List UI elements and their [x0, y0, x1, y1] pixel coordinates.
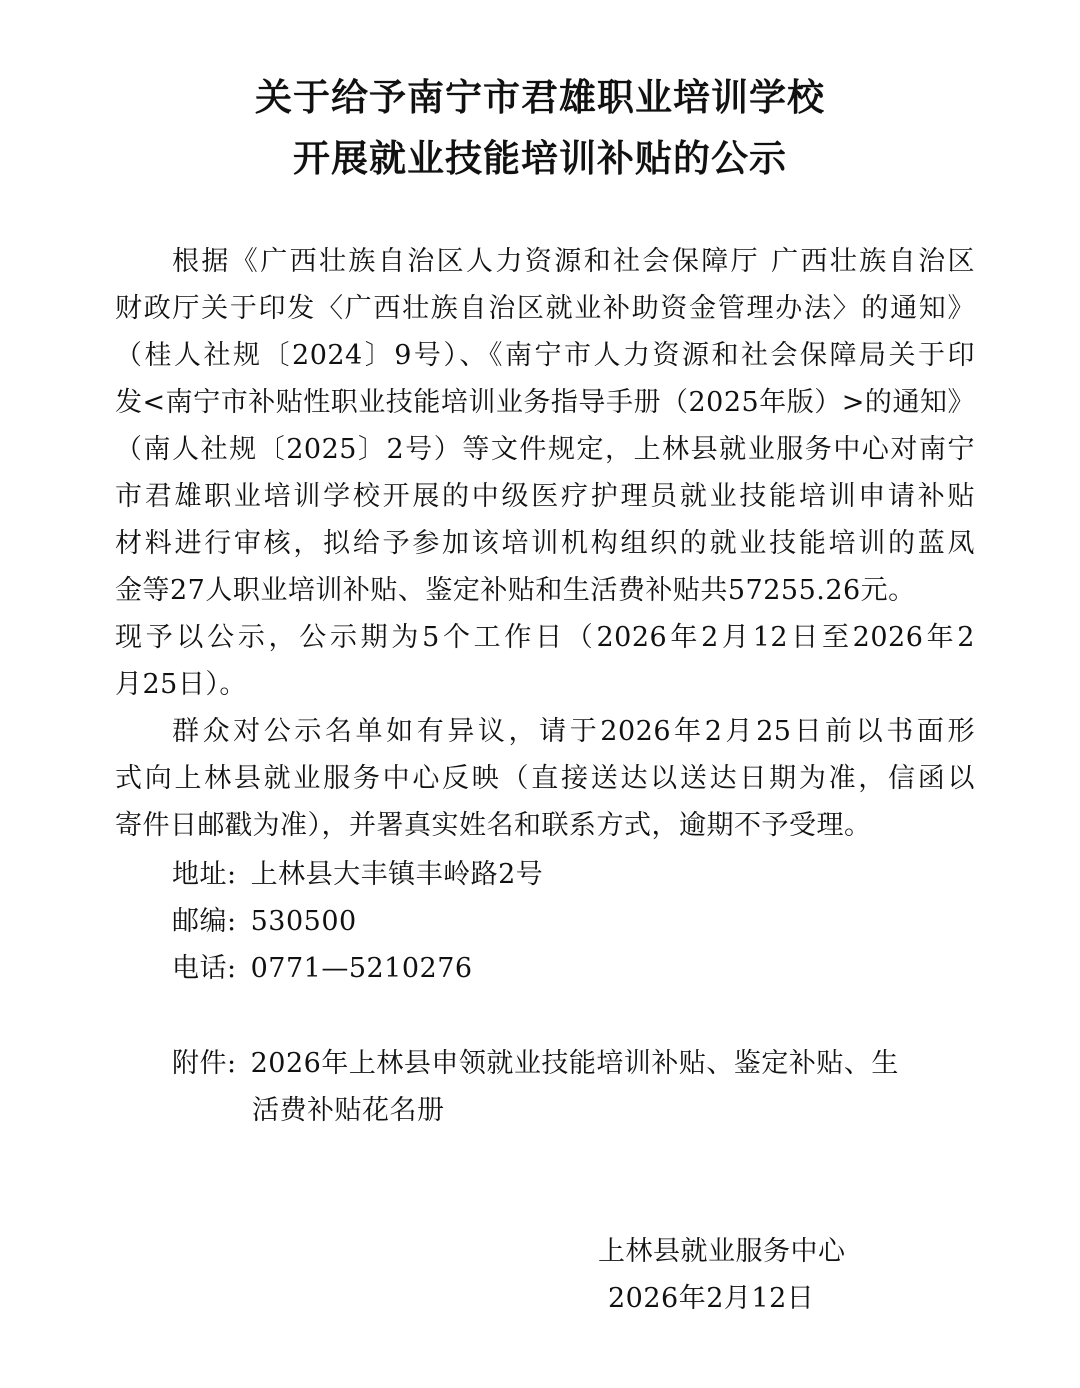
document-title-line-2: 开展就业技能培训补贴的公示 [293, 137, 787, 180]
paragraph-1-line: 金等27人职业培训补贴、鉴定补贴和生活费补贴共57255.26元。 [115, 575, 916, 606]
phone-value: 0771—5210276 [250, 953, 473, 984]
paragraph-1-line: （桂人社规〔2024〕9号）、《南宁市人力资源和社会保障局关于印 [115, 340, 975, 371]
paragraph-2-line: 式向上林县就业服务中心反映（直接送达以送达日期为准，信函以 [115, 763, 975, 794]
paragraph-1-line: 发<南宁市补贴性职业技能培训业务指导手册（2025年版）>的通知》 [115, 387, 975, 418]
paragraph-2-line: 寄件日邮戳为准），并署真实姓名和联系方式，逾期不予受理。 [115, 810, 872, 841]
attachment-row [172, 1046, 899, 1082]
paragraph-1-line: 财政厅关于印发〈广西壮族自治区就业补助资金管理办法〉的通知》 [115, 293, 975, 324]
paragraph-1-line: 月25日）。 [115, 669, 247, 700]
paragraph-1-line: 根据《广西壮族自治区人力资源和社会保障厅 广西壮族自治区 [172, 246, 975, 277]
address-label: 地址: [172, 859, 237, 890]
signature-date: 2026年2月12日 [608, 1283, 815, 1314]
attachment-line-1: 2026年上林县申领就业技能培训补贴、鉴定补贴、生 [250, 1048, 899, 1079]
signature-organization: 上林县就业服务中心 [598, 1236, 846, 1267]
phone-row [172, 951, 473, 987]
postcode-value: 530500 [250, 906, 357, 937]
postcode-label: 邮编: [172, 906, 237, 937]
phone-label: 电话: [172, 953, 237, 984]
paragraph-1-line: 市君雄职业培训学校开展的中级医疗护理员就业技能培训申请补贴 [115, 481, 975, 512]
postcode-row [172, 904, 357, 940]
paragraph-1-line: 材料进行审核，拟给予参加该培训机构组织的就业技能培训的蓝凤 [115, 528, 975, 559]
attachment-label: 附件: [172, 1048, 237, 1079]
address-row [172, 857, 543, 893]
attachment-line-2: 活费补贴花名册 [252, 1095, 445, 1126]
document-title-line-1: 关于给予南宁市君雄职业培训学校 [255, 76, 825, 119]
paragraph-1-line: 现予以公示，公示期为5个工作日（2026年2月12日至2026年2 [115, 622, 975, 653]
paragraph-1-line: （南人社规〔2025〕2号）等文件规定，上林县就业服务中心对南宁 [115, 434, 975, 465]
paragraph-2-line: 群众对公示名单如有异议，请于2026年2月25日前以书面形 [172, 716, 975, 747]
address-value: 上林县大丰镇丰岭路2号 [250, 859, 544, 890]
